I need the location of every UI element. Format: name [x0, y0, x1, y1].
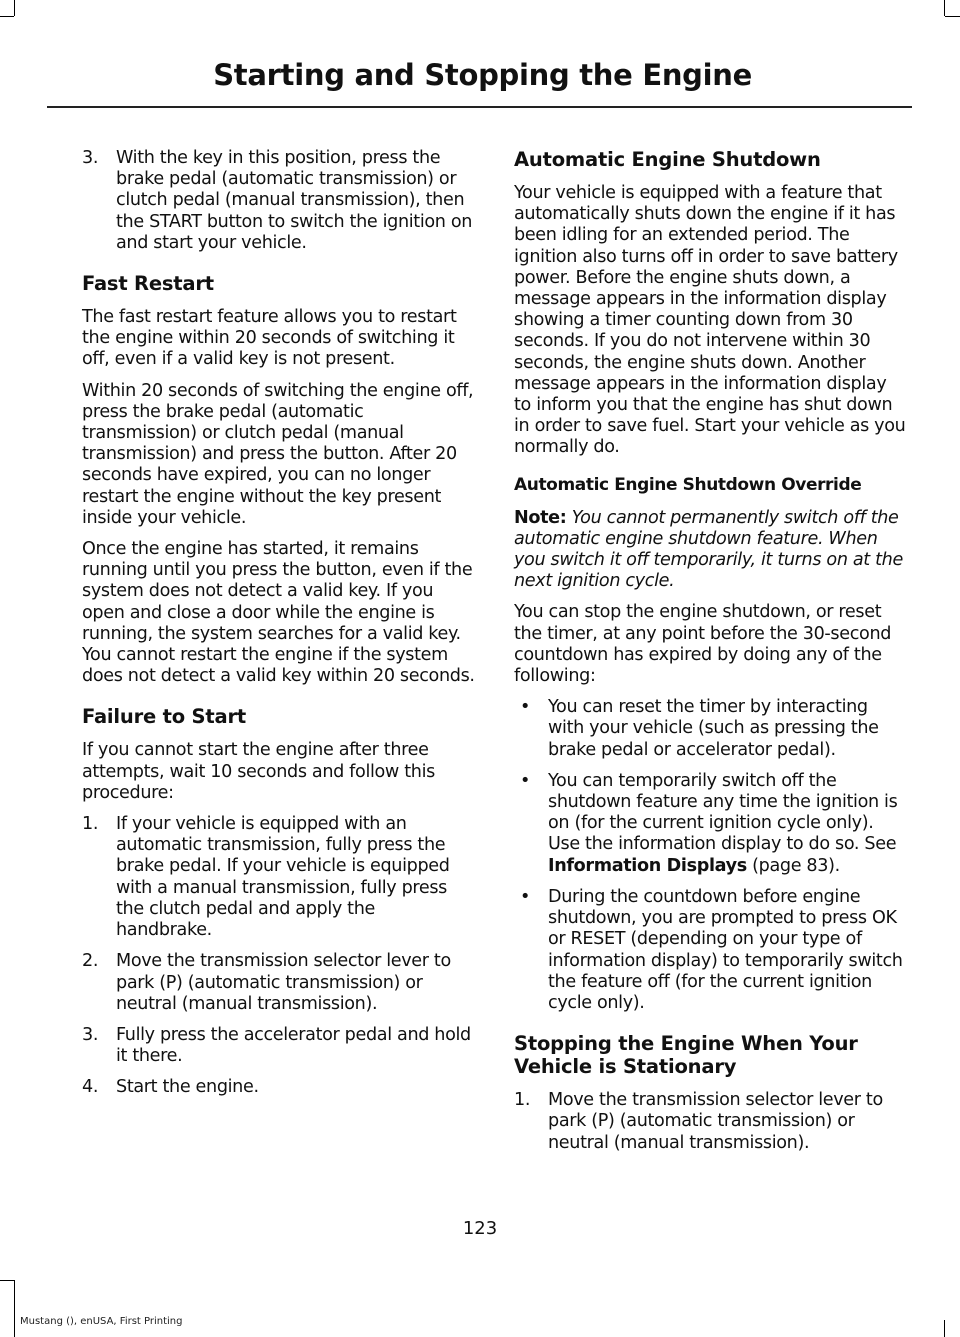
note — [514, 508, 907, 593]
list-item — [82, 148, 475, 254]
paragraph: Once the engine has started, it remains running until you press the button, even if the system does not detect a valid key. If you open and close a door while the engine is running, the system searches for a valid key. You cannot restart the engine if the system does not detect a valid key within 20 seconds. — [82, 539, 475, 687]
list-item — [82, 1025, 475, 1067]
bullet-text: During the countdown before engine shutdown, you are prompted to press OK or RESET (depending on your type of information display) to temporarily switch the feature off (for the current ignition cycle only). — [548, 886, 903, 1013]
cross-reference-link[interactable]: Information Displays — [548, 855, 747, 876]
crop-mark — [14, 0, 15, 16]
paragraph: The fast restart feature allows you to restart the engine within 20 seconds of switching it off, even if a valid key is not present. — [82, 307, 457, 370]
section-heading-stopping-engine: Stopping the Engine When Your Vehicle is Stationary — [514, 1032, 858, 1079]
bullet-item — [514, 771, 907, 877]
step-number: 3. — [82, 1024, 99, 1045]
crop-mark — [944, 0, 945, 16]
note-label: Note: — [514, 507, 567, 528]
title-divider — [47, 106, 912, 108]
bullet-text: You can reset the timer by interacting with your vehicle (such as pressing the brake pedal or accelerator pedal). — [548, 697, 879, 760]
bullet-item — [514, 887, 907, 1014]
bullet-text: (page 83). — [746, 855, 840, 876]
crop-mark — [945, 16, 960, 17]
section-heading-failure-to-start: Failure to Start — [82, 705, 246, 729]
paragraph: You can stop the engine shutdown, or reset the timer, at any point before the 30-second countdown has expired by doing any of the following: — [514, 602, 892, 687]
step-text: Fully press the accelerator pedal and hold it there. — [116, 1024, 471, 1067]
bullet-icon: • — [520, 697, 531, 718]
section-heading-automatic-engine-shutdown: Automatic Engine Shutdown — [514, 148, 821, 171]
left-column — [82, 148, 475, 1109]
crop-mark — [0, 16, 14, 17]
crop-mark — [14, 1280, 15, 1337]
paragraph: Your vehicle is equipped with a feature that automatically shuts down the engine if it has been idling for an extended period. The ignition also turns off in order to save battery power. Before the engine shuts down, a message appears in the information display showing a timer counting down from 30 seconds. If you do not intervene within 30 seconds, the engine shuts down. Another message appears in the information display to inform you that the engine has shut down in order to save fuel. Start your vehicle as you normally do. — [514, 183, 906, 458]
list-item — [82, 951, 475, 1015]
page-number: 123 — [462, 1218, 498, 1239]
note-text: You cannot permanently switch off the automatic engine shutdown feature. When you switch it off temporarily, it turns on at the next ignition cycle. — [514, 507, 903, 592]
step-text: Move the transmission selector lever to park (P) (automatic transmission) or neutral (manual transmission). — [116, 951, 451, 1014]
edition-footer: Mustang (), enUSA, First Printing — [20, 1316, 183, 1327]
crop-mark — [0, 1280, 14, 1281]
bullet-item — [514, 697, 907, 761]
step-number: 1. — [82, 814, 99, 835]
step-number: 2. — [82, 951, 99, 972]
bullet-text: You can temporarily switch off the shutdown feature any time the ignition is on (for the current ignition cycle only). Use the information display to do so. See — [548, 770, 898, 855]
list-item — [514, 1090, 907, 1154]
page-title: Starting and Stopping the Engine — [213, 58, 752, 92]
paragraph: If you cannot start the engine after three attempts, wait 10 seconds and follow this procedure: — [82, 740, 435, 803]
list-item — [82, 1077, 475, 1098]
crop-mark — [944, 1320, 945, 1337]
right-column — [514, 148, 907, 1164]
step-number: 3. — [82, 148, 99, 168]
step-text: With the key in this position, press the brake pedal (automatic transmission) or clutch pedal (manual transmission), then the START button to switch the ignition on and start your vehicle. — [116, 148, 473, 253]
section-heading-fast-restart: Fast Restart — [82, 272, 214, 296]
step-text: If your vehicle is equipped with an automatic transmission, fully press the brake pedal. If your vehicle is equipped with a manual transmission, fully press the clutch pedal and apply the handbrake. — [116, 814, 450, 941]
list-item — [82, 814, 475, 941]
step-text: Move the transmission selector lever to park (P) (automatic transmission) or neutral (manual transmission). — [548, 1090, 883, 1153]
bullet-icon: • — [520, 770, 531, 791]
paragraph: Within 20 seconds of switching the engine off, press the brake pedal (automatic transmission) or clutch pedal (manual transmission) and press the button. After 20 seconds have expired, you can no longer restart the engine without the key present inside your vehicle. — [82, 380, 474, 528]
step-number: 4. — [82, 1077, 99, 1098]
bullet-icon: • — [520, 886, 531, 907]
subsection-heading-override: Automatic Engine Shutdown Override — [514, 474, 862, 495]
step-text: Start the engine. — [116, 1077, 259, 1098]
step-number: 1. — [514, 1090, 531, 1111]
